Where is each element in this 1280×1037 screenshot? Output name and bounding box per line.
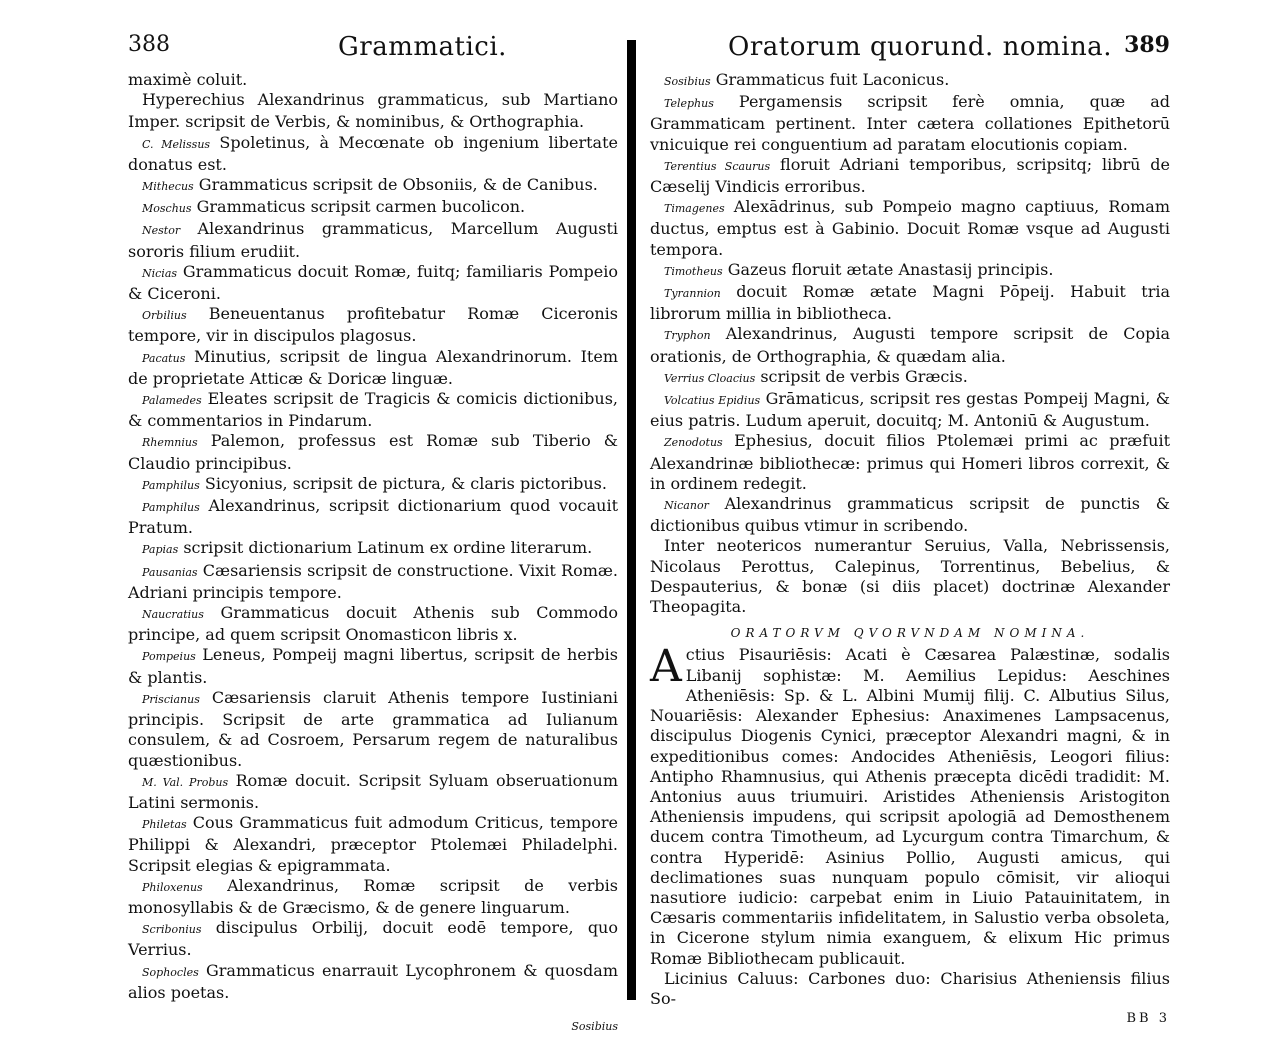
entry	[650, 155, 1170, 197]
entry-text: Alexandrinus grammaticus, Marcellum Augusti sororis filium erudiit.	[128, 219, 619, 261]
entry-text: Pergamensis scripsit ferè omnia, quæ ad Grammaticam pertinent. Inter cætera collationes Epithetorū vnicuique rei conguentium ad paratam elocutionis copiam.	[650, 92, 1170, 154]
entry	[128, 961, 618, 1003]
entry-name: Zenodotus	[664, 436, 723, 450]
grammarian-entries	[650, 70, 1170, 536]
entry-text: Alexandrinus, Romæ scripsit de verbis monosyllabis & de Græcismo, & de genere linguarum.	[128, 875, 619, 917]
entry-name: Pausanias	[142, 565, 198, 579]
entry-text: floruit Adriani temporibus, scripsitq; librū de Cæselij Vindicis erroribus.	[650, 154, 1171, 197]
entry-name: Sophocles	[142, 965, 199, 979]
entry-text: Grāmaticus, scripsit res gestas Pompeij Magni, & eius patris. Ludum aperuit, docuitq; M. Antoniū & Augustum.	[650, 389, 1170, 431]
entry-name: Rhemnius	[142, 436, 198, 450]
entry-name: Scribonius	[142, 923, 202, 937]
entry	[650, 197, 1170, 260]
entry-name: Pacatus	[142, 351, 186, 365]
entry-name: Orbilius	[142, 309, 187, 323]
entry	[128, 197, 618, 219]
entry-text: Romæ docuit. Scripsit Syluam obseruationum Latini sermonis.	[128, 770, 618, 812]
entry-name: Telephus	[664, 97, 714, 111]
entry-name: Priscianus	[142, 692, 200, 706]
entry-name: Naucratius	[142, 608, 204, 622]
continuation-line: maximè coluit.	[128, 70, 248, 89]
entry-text: Grammaticus docuit Romæ, fuitq; familiaris Pompeio & Ciceroni.	[128, 261, 618, 304]
entry	[128, 876, 618, 918]
right-text-column	[650, 70, 1170, 1029]
entry-text: Grammaticus docuit Athenis sub Commodo principe, ad quem scripsit Onomasticon libris x.	[128, 603, 619, 645]
entry-text: Spoletinus, à Mecœnate ob ingenium libertate donatus est.	[128, 132, 618, 174]
entry	[650, 367, 1170, 389]
entry-name: Tyrannion	[664, 287, 721, 301]
entry-name: Nestor	[142, 224, 181, 238]
page-title: Grammatici.	[338, 32, 507, 62]
entry-name: Philetas	[142, 818, 187, 832]
entry-text: Leneus, Pompeij magni libertus, scripsit de herbis & plantis.	[128, 645, 618, 687]
entry-text: Cous Grammaticus fuit admodum Criticus, tempore Philippi & Alexandri, præceptor Ptolemæi Philadelphi. Scripsit elegias & epigrammata.	[128, 813, 618, 875]
entry-text: scripsit dictionarium Latinum ex ordine literarum.	[183, 538, 593, 558]
entry	[128, 175, 618, 197]
entry-text: Minutius, scripsit de lingua Alexandrinorum. Item de proprietate Atticæ & Doricæ linguæ.	[128, 346, 618, 388]
entry	[128, 431, 618, 473]
book-gutter	[627, 40, 636, 1000]
entry	[650, 324, 1170, 366]
entry	[128, 389, 618, 431]
entry-name: Timagenes	[664, 202, 725, 216]
entry-text: Sicyonius, scripsit de pictura, & claris pictoribus.	[204, 473, 607, 493]
entry	[128, 771, 618, 813]
entry-name: Sosibius	[664, 75, 711, 88]
entry	[128, 262, 618, 304]
entry	[128, 645, 618, 687]
entry-text: Hyperechius Alexandrinus grammaticus, sub Martiano Imper. scripsit de Verbis, & nominibus, & Orthographia.	[128, 90, 618, 132]
right-page	[650, 30, 1171, 1027]
entry-name: Palamedes	[142, 394, 202, 408]
signature-mark: BB 3	[1126, 1011, 1170, 1027]
page-title: Oratorum quorund. nomina.	[728, 32, 1112, 62]
entry-name: Moschus	[142, 202, 192, 216]
entry-name: Pamphilus	[142, 501, 200, 515]
page-number: 388	[128, 32, 170, 57]
right-running-head	[650, 30, 1170, 70]
entry-name: Pompeius	[142, 650, 196, 664]
entry-name: Volcatius Epidius	[664, 394, 761, 408]
entry	[128, 496, 618, 538]
entry-text: discipulus Orbilij, docuit eodē tempore, quo Verrius.	[128, 918, 618, 960]
page-number: 389	[1124, 32, 1170, 58]
entry-text: Grammaticus scripsit carmen bucolicon.	[196, 197, 526, 217]
entry-name: Terentius Scaurus	[664, 159, 771, 173]
left-page	[128, 30, 619, 1033]
left-running-head	[128, 30, 618, 70]
entry	[128, 538, 618, 560]
entry-text: Alexandrinus, Augusti tempore scripsit de Copia orationis, de Orthographia, & quædam alia.	[650, 324, 1171, 366]
entry-text: Palemon, professus est Romæ sub Tiberio & Claudio principibus.	[128, 431, 618, 473]
entry-name: M. Val. Probus	[142, 775, 229, 789]
entry	[650, 92, 1170, 155]
entry	[128, 813, 618, 876]
entry-text: Grammaticus enarrauit Lycophronem & quosdam alios poetas.	[128, 960, 618, 1002]
entry	[128, 603, 618, 645]
entry-name: Timotheus	[664, 264, 723, 278]
entry-name: Nicias	[142, 266, 178, 280]
entry	[650, 389, 1170, 431]
entry	[650, 70, 1170, 92]
entry	[650, 282, 1170, 324]
entry-text: Ephesius, docuit filios Ptolemæi primi ac præfuit Alexandrinæ bibliothecæ: primus qui Homeri libros correxit, & in ordinem redegit.	[650, 431, 1170, 493]
entry-text: docuit Romæ ætate Magni Pōpeij. Habuit tria librorum millia in bibliotheca.	[650, 282, 1170, 324]
entry-text: Cæsariensis scripsit de constructione. Vixit Romæ. Adriani principis tempore.	[128, 560, 618, 602]
entry-name: C. Melissus	[142, 137, 211, 151]
entry	[650, 431, 1170, 494]
entry-text: Alexandrinus, scripsit dictionarium quod vocauit Pratum.	[128, 496, 619, 538]
entry-name: Philoxenus	[142, 880, 203, 894]
orators-text: ctius Pisauriēsis: Acati è Cæsarea Palæstinæ, sodalis Libanij sophistæ: M. Aemilius Lepidus: Aeschines Atheniēsis: Sp. & L. Albini Mumij filij. C. Albutius Silus, Nouariēsis: Alexander Ephesius: Anaximenes Lampsacenus, discipulus Diogenis Cynici, præceptor Alexandri magni, & in expeditionibus comes: Andocides Atheniēsis, Leogori filius: Antipho Rhamnusius, qui Athenis præcepta dicēdi tradidit: M. Antonius auus triumuiri. Aristides Atheniensis Aristogiton Atheniensis impudens, qui scripsit apologiā ad Demosthenem ducem contra Timotheum, ad Lycurgum contra Timarchum, & contra Hyperidē: Asinius Pollio, Augusti amicus, qui declimationes suas nunquam populo cōmisit, vir alioqui nasutiore iudicio: carpebat enim in Liuio Patauinitatem, in Cæsaris commentariis infidelitatem, in Salustio verba obsoleta, in Cicerone stylum nimia exanguem, & elixum Hic primus Romæ Bibliothecam publicauit.	[650, 645, 1170, 968]
entry-text: scripsit de verbis Græcis.	[760, 366, 968, 386]
entry	[128, 474, 618, 496]
entry	[128, 688, 618, 771]
entry	[128, 561, 618, 603]
entry-text: Alexandrinus grammaticus scripsit de punctis & dictionibus quibus vtimur in scribendo.	[650, 494, 1171, 536]
section-heading: ORATORVM QVORVNDAM NOMINA.	[730, 626, 1090, 641]
entry	[128, 219, 618, 261]
entry-name: Papias	[142, 543, 179, 557]
grammarian-entries	[128, 90, 618, 1003]
drop-cap: A	[650, 641, 682, 693]
entry	[128, 90, 618, 132]
orators-paragraph	[650, 641, 1170, 968]
entry	[650, 260, 1170, 282]
neoterici-paragraph: Inter neotericos numerantur Seruius, Valla, Nebrissensis, Nicolaus Perottus, Calepinus, Torrentinus, Bebelius, & Despauterius, & bonæ (si diis placet) doctrinæ Alexander Theopagita.	[650, 536, 1170, 617]
entry	[128, 304, 618, 346]
entry-name: Verrius Cloacius	[664, 371, 756, 385]
catchword: Sosibius	[571, 1019, 618, 1033]
entry-text: Cæsariensis claruit Athenis tempore Iustiniani principis. Scripsit de arte grammatica ad Iulianum consulem, & ad Cosroem, Persarum regem de naturalibus quæstionibus.	[128, 687, 618, 770]
entry-text: Grammaticus scripsit de Obsoniis, & de Canibus.	[198, 175, 598, 195]
entry-name: Pamphilus	[142, 478, 200, 492]
entry	[128, 347, 618, 389]
entry	[650, 494, 1170, 536]
entry-text: Beneuentanus profitebatur Romæ Ciceronis tempore, vir in discipulos plagosus.	[128, 304, 618, 346]
entry-name: Nicanor	[664, 499, 709, 513]
entry	[128, 918, 618, 960]
entry-text: Eleates scripsit de Tragicis & comicis dictionibus, & commentarios in Pindarum.	[128, 389, 619, 431]
entry-text: Grammaticus fuit Laconicus.	[715, 70, 950, 89]
entry-text: Gazeus floruit ætate Anastasij principis.	[727, 259, 1054, 279]
entry-name: Tryphon	[664, 329, 711, 343]
entry-text: Alexādrinus, sub Pompeio magno captiuus, Romam ductus, emptus est à Gabinio. Docuit Romæ vsque ad Augusti tempora.	[650, 197, 1170, 259]
entry-name: Mithecus	[142, 180, 194, 194]
entry	[128, 133, 618, 175]
last-line: Licinius Caluus: Carbones duo: Charisius Atheniensis filius So-	[650, 968, 1170, 1008]
left-text-column	[128, 70, 618, 1037]
